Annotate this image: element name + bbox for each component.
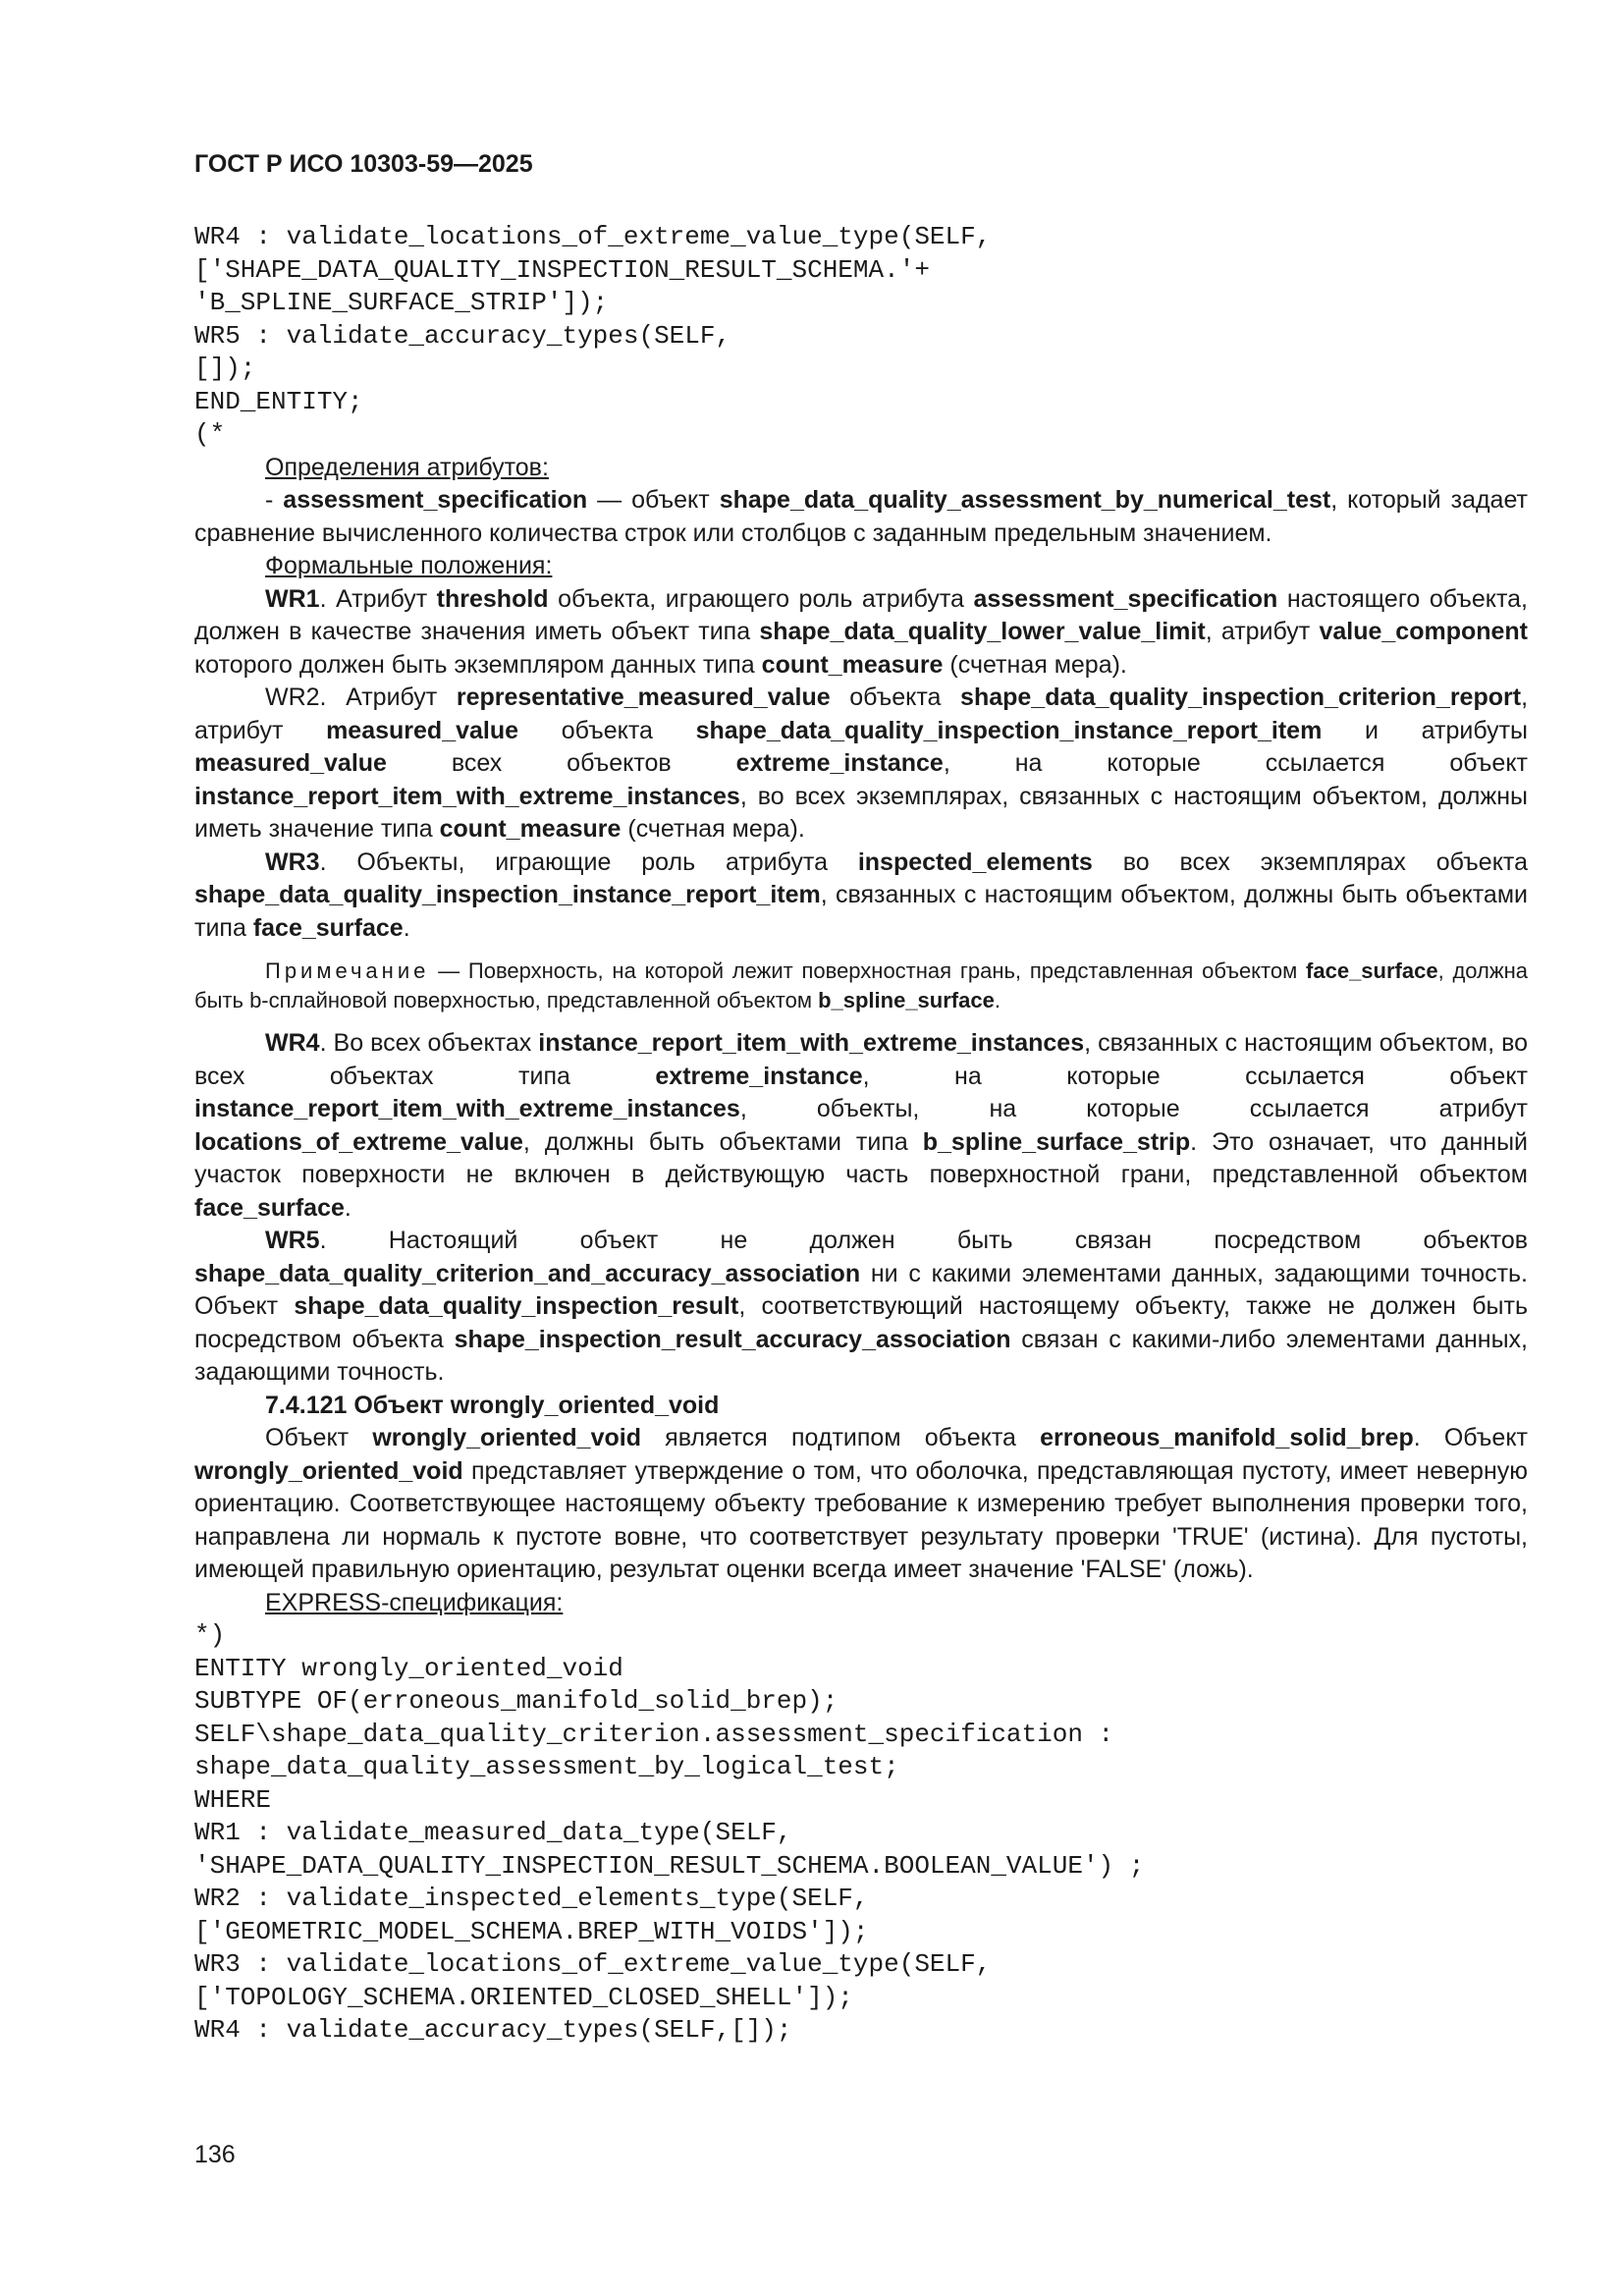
bold-term: shape_data_quality_inspection_result bbox=[294, 1292, 739, 1320]
text-run: , связанных с настоящим объектом, во всех объектах типа bbox=[194, 1029, 1528, 1090]
bold-term: WR5 bbox=[265, 1227, 320, 1254]
text-run: и атрибуты bbox=[1322, 716, 1529, 744]
bold-term: instance_report_item_with_extreme_instances bbox=[538, 1029, 1085, 1057]
bold-term: shape_data_quality_criterion_and_accuracy_association bbox=[194, 1259, 861, 1287]
attr-heading: Определения атрибутов: bbox=[265, 453, 549, 481]
bold-term: wrongly_oriented_void bbox=[194, 1456, 463, 1485]
text-run: ни с какими элементами данных, задающими точность. Объект bbox=[194, 1259, 1528, 1320]
text-run: объекта, играющего роль атрибута bbox=[548, 584, 974, 613]
rule-wr4 bbox=[194, 1027, 1528, 1225]
rule-wr5 bbox=[194, 1225, 1528, 1390]
bold-term: WR3 bbox=[265, 847, 320, 876]
note bbox=[194, 957, 1528, 1015]
text-run: , должна быть b-сплайновой поверхностью, представленной объектом bbox=[194, 958, 1528, 1012]
bold-term: threshold bbox=[436, 584, 549, 613]
bold-term: measured_value bbox=[194, 749, 387, 777]
bold-term: extreme_instance bbox=[735, 749, 944, 777]
text-run: — Поверхность, на которой лежит поверхностная грань, представленная объектом bbox=[429, 958, 1307, 983]
bold-term: face_surface bbox=[194, 1193, 345, 1222]
text-run: Примечание bbox=[265, 958, 430, 983]
text-run: . Объект bbox=[1413, 1424, 1528, 1451]
bold-term: count_measure bbox=[761, 650, 944, 679]
text-run: всех объектов bbox=[386, 749, 736, 777]
bold-term: erroneous_manifold_solid_brep bbox=[1040, 1424, 1414, 1451]
page-number: 136 bbox=[194, 2141, 236, 2168]
bold-term: WR4 bbox=[265, 1029, 320, 1057]
express-heading: EXPRESS-спецификация: bbox=[265, 1588, 564, 1616]
bold-term: instance_report_item_with_extreme_instances bbox=[194, 782, 740, 810]
text-run: . Объекты, играющие роль атрибута bbox=[319, 847, 858, 876]
bold-term: measured_value bbox=[326, 716, 519, 744]
bold-term: instance_report_item_with_extreme_instances bbox=[194, 1095, 740, 1122]
text-run: — объект bbox=[587, 486, 720, 514]
code-block-2: *) ENTITY wrongly_oriented_void SUBTYPE OF(erroneous_manifold_solid_brep); SELF\shape_data_quality_criterion.assessment_specification : shape_data_quality_assessment_by_logical_test; WHERE WR1 : validate_measured_data_type(SELF, 'SHAPE_DATA_QUALITY_INSPECTION_RESULT_SCHEMA.BOOLEAN_VALUE') ; WR2 : validate_inspected_elements_type(SELF, ['GEOMETRIC_MODEL_SCHEMA.BREP_WITH_VOIDS']); WR3 : validate_locations_of_extreme_value_type(SELF, ['TOPOLOGY_SCHEMA.ORIENTED_CLOSED_SHELL']); WR4 : validate_accuracy_types(SELF,[]); bbox=[194, 1620, 1145, 2045]
bold-term: WR1 bbox=[265, 584, 320, 613]
text-run: , связанных с настоящим объектом, должны быть объектами типа bbox=[194, 881, 1528, 942]
bold-term: locations_of_extreme_value bbox=[194, 1127, 523, 1156]
text-run: , на которые ссылается объект bbox=[862, 1062, 1528, 1090]
bold-term: shape_data_quality_lower_value_limit bbox=[759, 618, 1206, 645]
bold-term: count_measure bbox=[439, 815, 622, 843]
text-run: , атрибут bbox=[194, 683, 1529, 744]
text-run: WR2. Атрибут bbox=[265, 683, 457, 711]
attr-definition bbox=[194, 484, 1528, 550]
bold-term: inspected_elements bbox=[857, 847, 1093, 876]
section-heading: 7.4.121 Объект wrongly_oriented_void bbox=[265, 1391, 720, 1419]
text-run: . bbox=[403, 913, 410, 942]
text-run: объекта bbox=[518, 716, 696, 744]
text-run: . Настоящий объект не должен быть связан посредством объектов bbox=[319, 1227, 1528, 1254]
bold-term: value_component bbox=[1319, 618, 1529, 645]
code-block-1: WR4 : validate_locations_of_extreme_value_type(SELF, ['SHAPE_DATA_QUALITY_INSPECTION_RESULT_SCHEMA.'+ 'B_SPLINE_SURFACE_STRIP']); WR5 : validate_accuracy_types(SELF, []); END_ENTITY; (* bbox=[194, 222, 992, 449]
text-run: . Это означает, что данный участок поверхности не включен в действующую часть поверхностной грани, представленной объектом bbox=[194, 1127, 1529, 1188]
bold-term: shape_inspection_result_accuracy_association bbox=[454, 1325, 1011, 1353]
rule-wr1 bbox=[194, 583, 1528, 683]
bold-term: face_surface bbox=[1306, 958, 1438, 983]
text-run: которого должен быть экземпляром данных типа bbox=[194, 650, 762, 679]
text-run: представляет утверждение о том, что оболочка, представляющая пустоту, имеет неверную ориентацию. Соответствующее настоящему объекту требование к измерению требует выполнения проверки того, направлена ли нормаль к пустоте вовне, что соответствует результату проверки 'TRUE' (истина). Для пустоты, имеющей правильную ориентацию, результат оценки всегда имеет значение 'FALSE' (ложь). bbox=[194, 1456, 1528, 1583]
text-run: , соответствующий настоящему объекту, также не должен быть посредством объекта bbox=[194, 1292, 1528, 1353]
text-run: , который задает сравнение вычисленного количества строк или столбцов с заданным предельным значением. bbox=[194, 486, 1528, 547]
text-run: . bbox=[344, 1193, 352, 1222]
section-paragraph bbox=[194, 1422, 1528, 1587]
text-run: . bbox=[994, 988, 1001, 1012]
text-run: настоящего объекта, должен в качестве значения иметь объект типа bbox=[194, 584, 1528, 645]
text-run: . Атрибут bbox=[319, 584, 437, 613]
text-run: (счетная мера). bbox=[943, 650, 1127, 679]
text-run: во всех экземплярах объекта bbox=[1092, 847, 1528, 876]
page-header: ГОСТ Р ИСО 10303-59—2025 bbox=[194, 150, 533, 178]
bold-term: representative_measured_value bbox=[456, 683, 831, 711]
text-run: , атрибут bbox=[1205, 618, 1320, 645]
text-run: связан с какими-либо элементами данных, задающими точность. bbox=[194, 1325, 1528, 1386]
bold-term: shape_data_quality_assessment_by_numerical_test bbox=[719, 486, 1331, 514]
bold-term: shape_data_quality_inspection_instance_report_item bbox=[194, 881, 821, 908]
rule-wr3 bbox=[194, 847, 1528, 946]
bold-term: shape_data_quality_inspection_criterion_report bbox=[960, 683, 1522, 711]
text-run: объекта bbox=[830, 683, 961, 711]
text-run: является подтипом объекта bbox=[640, 1424, 1041, 1451]
rule-wr2 bbox=[194, 682, 1528, 847]
text-run: (счетная мера). bbox=[621, 815, 805, 843]
page-content bbox=[194, 221, 1528, 2048]
bold-term: extreme_instance bbox=[655, 1062, 863, 1090]
text-run: . Во всех объектах bbox=[319, 1029, 539, 1057]
text-run: , во всех экземплярах, связанных с настоящим объектом, должны иметь значение типа bbox=[194, 782, 1528, 843]
bold-term: b_spline_surface bbox=[818, 988, 995, 1012]
text-run: , на которые ссылается объект bbox=[943, 749, 1528, 777]
formal-heading: Формальные положения: bbox=[265, 552, 553, 579]
bold-term: shape_data_quality_inspection_instance_report_item bbox=[695, 716, 1323, 744]
text-run: Объект bbox=[265, 1424, 373, 1451]
text-run: , объекты, на которые ссылается атрибут bbox=[739, 1095, 1528, 1122]
text-run: - bbox=[265, 486, 284, 514]
bold-term: assessment_specification bbox=[973, 584, 1278, 613]
bold-term: b_spline_surface_strip bbox=[922, 1127, 1191, 1156]
text-body bbox=[194, 452, 1528, 1620]
bold-term: face_surface bbox=[252, 913, 404, 942]
bold-term: wrongly_oriented_void bbox=[372, 1424, 641, 1451]
text-run: , должны быть объектами типа bbox=[522, 1127, 923, 1156]
bold-term: assessment_specification bbox=[283, 486, 588, 514]
